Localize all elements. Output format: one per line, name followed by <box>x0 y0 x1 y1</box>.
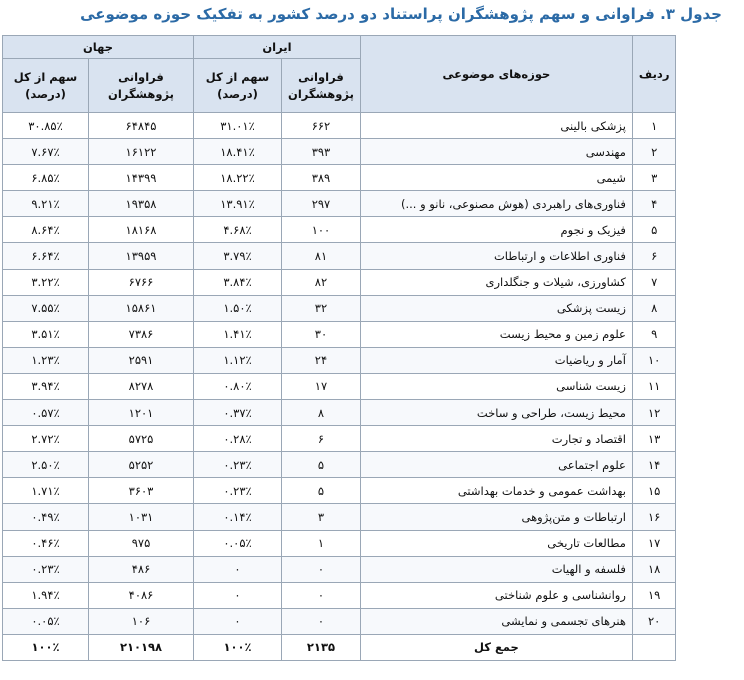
table-row <box>3 269 676 295</box>
cell-iran-share: ۳۱.۰۱٪ <box>194 113 282 139</box>
cell-world-share: ۲.۷۲٪ <box>3 426 89 452</box>
cell-world-freq: ۶۴۸۴۵ <box>89 113 194 139</box>
cell-world-share: ۰.۰۵٪ <box>3 608 89 634</box>
cell-world-freq: ۸۲۷۸ <box>89 373 194 399</box>
cell-iran-share: ۱.۵۰٪ <box>194 295 282 321</box>
cell-field: زیست پزشکی <box>360 295 632 321</box>
cell-iran-share: ۱۸.۲۲٪ <box>194 165 282 191</box>
cell-world-share: ۱.۹۴٪ <box>3 582 89 608</box>
cell-iran-freq: ۳۸۹ <box>282 165 361 191</box>
cell-world-freq: ۱۴۳۹۹ <box>89 165 194 191</box>
cell-idx: ۵ <box>632 217 676 243</box>
cell-world-freq: ۴۸۶ <box>89 556 194 582</box>
cell-idx: ۱۳ <box>632 426 676 452</box>
cell-field: علوم اجتماعی <box>360 452 632 478</box>
table-row <box>3 243 676 269</box>
table-row <box>3 165 676 191</box>
table-row <box>3 556 676 582</box>
cell-world-share: ۳.۲۲٪ <box>3 269 89 295</box>
cell-world-freq: ۱۸۱۶۸ <box>89 217 194 243</box>
cell-field: پزشکی بالینی <box>360 113 632 139</box>
cell-iran-freq: ۳ <box>282 504 361 530</box>
header-world: جهان <box>3 36 194 59</box>
cell-world-freq: ۶۷۶۶ <box>89 269 194 295</box>
cell-iran-share: ۰ <box>194 556 282 582</box>
cell-world-share: ۸.۶۴٪ <box>3 217 89 243</box>
cell-iran-freq: ۰ <box>282 556 361 582</box>
cell-world-share: ۷.۵۵٪ <box>3 295 89 321</box>
cell-iran-freq: ۸ <box>282 400 361 426</box>
cell-idx: ۱۹ <box>632 582 676 608</box>
cell-iran-freq: ۳۰ <box>282 321 361 347</box>
cell-iran-share: ۱.۱۲٪ <box>194 347 282 373</box>
header-world-freq <box>89 59 194 113</box>
cell-idx: ۴ <box>632 191 676 217</box>
cell-world-freq: ۱۵۸۶۱ <box>89 295 194 321</box>
header-freq-line2: پژوهشگران <box>108 86 174 101</box>
cell-idx: ۱۰ <box>632 347 676 373</box>
table-row <box>3 452 676 478</box>
cell-iran-share: ۳.۷۹٪ <box>194 243 282 269</box>
cell-idx: ۱ <box>632 113 676 139</box>
cell-field: کشاورزی، شیلات و جنگلداری <box>360 269 632 295</box>
header-field: حوزه‌های موضوعی <box>360 36 632 113</box>
cell-iran-freq: ۸۱ <box>282 243 361 269</box>
header-world-share <box>3 59 89 113</box>
table-row <box>3 426 676 452</box>
cell-iran-freq: ۲۹۷ <box>282 191 361 217</box>
total-iran-freq: ۲۱۳۵ <box>282 634 361 660</box>
cell-iran-share: ۰.۲۳٪ <box>194 478 282 504</box>
cell-field: شیمی <box>360 165 632 191</box>
cell-iran-share: ۱۸.۴۱٪ <box>194 139 282 165</box>
cell-field: ارتباطات و متن‌پژوهی <box>360 504 632 530</box>
cell-world-share: ۶.۶۴٪ <box>3 243 89 269</box>
cell-world-share: ۷.۶۷٪ <box>3 139 89 165</box>
cell-idx: ۱۸ <box>632 556 676 582</box>
table-title: جدول ۳. فراوانی و سهم پژوهشگران پراستناد دو درصد کشور به تفکیک حوزه موضوعی <box>80 5 722 23</box>
header-share-line2: (درصد) <box>217 86 258 101</box>
data-table <box>2 35 676 661</box>
cell-world-freq: ۴۰۸۶ <box>89 582 194 608</box>
cell-idx: ۲ <box>632 139 676 165</box>
table-row <box>3 217 676 243</box>
cell-iran-share: ۱۳.۹۱٪ <box>194 191 282 217</box>
cell-iran-freq: ۱۷ <box>282 373 361 399</box>
cell-iran-share: ۰.۰۵٪ <box>194 530 282 556</box>
cell-iran-share: ۴.۶۸٪ <box>194 217 282 243</box>
cell-world-freq: ۲۵۹۱ <box>89 347 194 373</box>
cell-world-share: ۰.۲۳٪ <box>3 556 89 582</box>
header-share-line2: (درصد) <box>25 86 66 101</box>
cell-field: بهداشت عمومی و خدمات بهداشتی <box>360 478 632 504</box>
table-row <box>3 139 676 165</box>
cell-iran-freq: ۲۴ <box>282 347 361 373</box>
cell-world-share: ۲.۵۰٪ <box>3 452 89 478</box>
cell-field: محیط زیست، طراحی و ساخت <box>360 400 632 426</box>
table-row <box>3 295 676 321</box>
cell-iran-freq: ۱ <box>282 530 361 556</box>
cell-field: آمار و ریاضیات <box>360 347 632 373</box>
cell-iran-freq: ۸۲ <box>282 269 361 295</box>
table-row <box>3 582 676 608</box>
cell-field: زیست شناسی <box>360 373 632 399</box>
header-iran-freq <box>282 59 361 113</box>
total-blank <box>632 634 676 660</box>
cell-idx: ۱۵ <box>632 478 676 504</box>
cell-world-freq: ۷۳۸۶ <box>89 321 194 347</box>
cell-idx: ۱۶ <box>632 504 676 530</box>
cell-world-share: ۱.۷۱٪ <box>3 478 89 504</box>
cell-world-freq: ۹۷۵ <box>89 530 194 556</box>
cell-idx: ۶ <box>632 243 676 269</box>
cell-iran-share: ۰.۲۸٪ <box>194 426 282 452</box>
cell-world-share: ۳۰.۸۵٪ <box>3 113 89 139</box>
cell-world-freq: ۵۲۵۲ <box>89 452 194 478</box>
cell-field: مهندسی <box>360 139 632 165</box>
header-iran: ایران <box>194 36 361 59</box>
cell-field: اقتصاد و تجارت <box>360 426 632 452</box>
cell-idx: ۱۱ <box>632 373 676 399</box>
cell-iran-freq: ۳۲ <box>282 295 361 321</box>
cell-world-share: ۱.۲۳٪ <box>3 347 89 373</box>
header-freq-line2: پژوهشگران <box>288 86 354 101</box>
table-row <box>3 113 676 139</box>
cell-world-share: ۹.۲۱٪ <box>3 191 89 217</box>
cell-field: فناوری اطلاعات و ارتباطات <box>360 243 632 269</box>
table-row <box>3 373 676 399</box>
cell-field: فناوری‌های راهبردی (هوش مصنوعی، نانو و ...) <box>360 191 632 217</box>
table-row <box>3 400 676 426</box>
header-freq-line1: فراوانی <box>298 69 344 84</box>
cell-world-freq: ۱۰۶ <box>89 608 194 634</box>
cell-idx: ۹ <box>632 321 676 347</box>
cell-iran-freq: ۵ <box>282 478 361 504</box>
cell-iran-freq: ۰ <box>282 608 361 634</box>
cell-field: مطالعات تاریخی <box>360 530 632 556</box>
cell-field: علوم زمین و محیط زیست <box>360 321 632 347</box>
cell-iran-freq: ۶ <box>282 426 361 452</box>
cell-idx: ۲۰ <box>632 608 676 634</box>
table-row <box>3 478 676 504</box>
table-row <box>3 191 676 217</box>
cell-world-share: ۳.۵۱٪ <box>3 321 89 347</box>
cell-iran-freq: ۳۹۳ <box>282 139 361 165</box>
cell-iran-share: ۳.۸۴٪ <box>194 269 282 295</box>
cell-world-share: ۰.۴۶٪ <box>3 530 89 556</box>
total-iran-share: ۱۰۰٪ <box>194 634 282 660</box>
total-world-freq: ۲۱۰۱۹۸ <box>89 634 194 660</box>
cell-field: روانشناسی و علوم شناختی <box>360 582 632 608</box>
cell-iran-share: ۰ <box>194 582 282 608</box>
cell-world-share: ۰.۴۹٪ <box>3 504 89 530</box>
cell-iran-share: ۱.۴۱٪ <box>194 321 282 347</box>
table-row <box>3 608 676 634</box>
cell-world-freq: ۱۶۱۲۲ <box>89 139 194 165</box>
cell-iran-freq: ۶۶۲ <box>282 113 361 139</box>
header-iran-share <box>194 59 282 113</box>
cell-world-freq: ۱۹۳۵۸ <box>89 191 194 217</box>
header-share-line1: سهم از کل <box>205 69 270 84</box>
cell-world-freq: ۳۶۰۳ <box>89 478 194 504</box>
cell-iran-share: ۰ <box>194 608 282 634</box>
cell-world-freq: ۱۰۳۱ <box>89 504 194 530</box>
total-row <box>3 634 676 660</box>
cell-idx: ۸ <box>632 295 676 321</box>
table-row <box>3 347 676 373</box>
cell-iran-freq: ۵ <box>282 452 361 478</box>
cell-world-share: ۳.۹۴٪ <box>3 373 89 399</box>
header-share-line1: سهم از کل <box>13 69 78 84</box>
total-label: جمع کل <box>360 634 632 660</box>
cell-iran-share: ۰.۸۰٪ <box>194 373 282 399</box>
cell-field: فلسفه و الهیات <box>360 556 632 582</box>
cell-world-share: ۰.۵۷٪ <box>3 400 89 426</box>
cell-idx: ۱۷ <box>632 530 676 556</box>
cell-idx: ۷ <box>632 269 676 295</box>
cell-idx: ۳ <box>632 165 676 191</box>
header-freq-line1: فراوانی <box>118 69 164 84</box>
table-row <box>3 530 676 556</box>
cell-field: هنرهای تجسمی و نمایشی <box>360 608 632 634</box>
cell-iran-share: ۰.۱۴٪ <box>194 504 282 530</box>
table-row <box>3 504 676 530</box>
header-row-no: ردیف <box>632 36 676 113</box>
cell-iran-freq: ۰ <box>282 582 361 608</box>
cell-world-freq: ۱۲۰۱ <box>89 400 194 426</box>
cell-world-freq: ۵۷۲۵ <box>89 426 194 452</box>
cell-idx: ۱۲ <box>632 400 676 426</box>
cell-field: فیزیک و نجوم <box>360 217 632 243</box>
cell-world-share: ۶.۸۵٪ <box>3 165 89 191</box>
cell-iran-freq: ۱۰۰ <box>282 217 361 243</box>
cell-iran-share: ۰.۳۷٪ <box>194 400 282 426</box>
total-world-share: ۱۰۰٪ <box>3 634 89 660</box>
cell-world-freq: ۱۳۹۵۹ <box>89 243 194 269</box>
cell-idx: ۱۴ <box>632 452 676 478</box>
table-row <box>3 321 676 347</box>
cell-iran-share: ۰.۲۳٪ <box>194 452 282 478</box>
